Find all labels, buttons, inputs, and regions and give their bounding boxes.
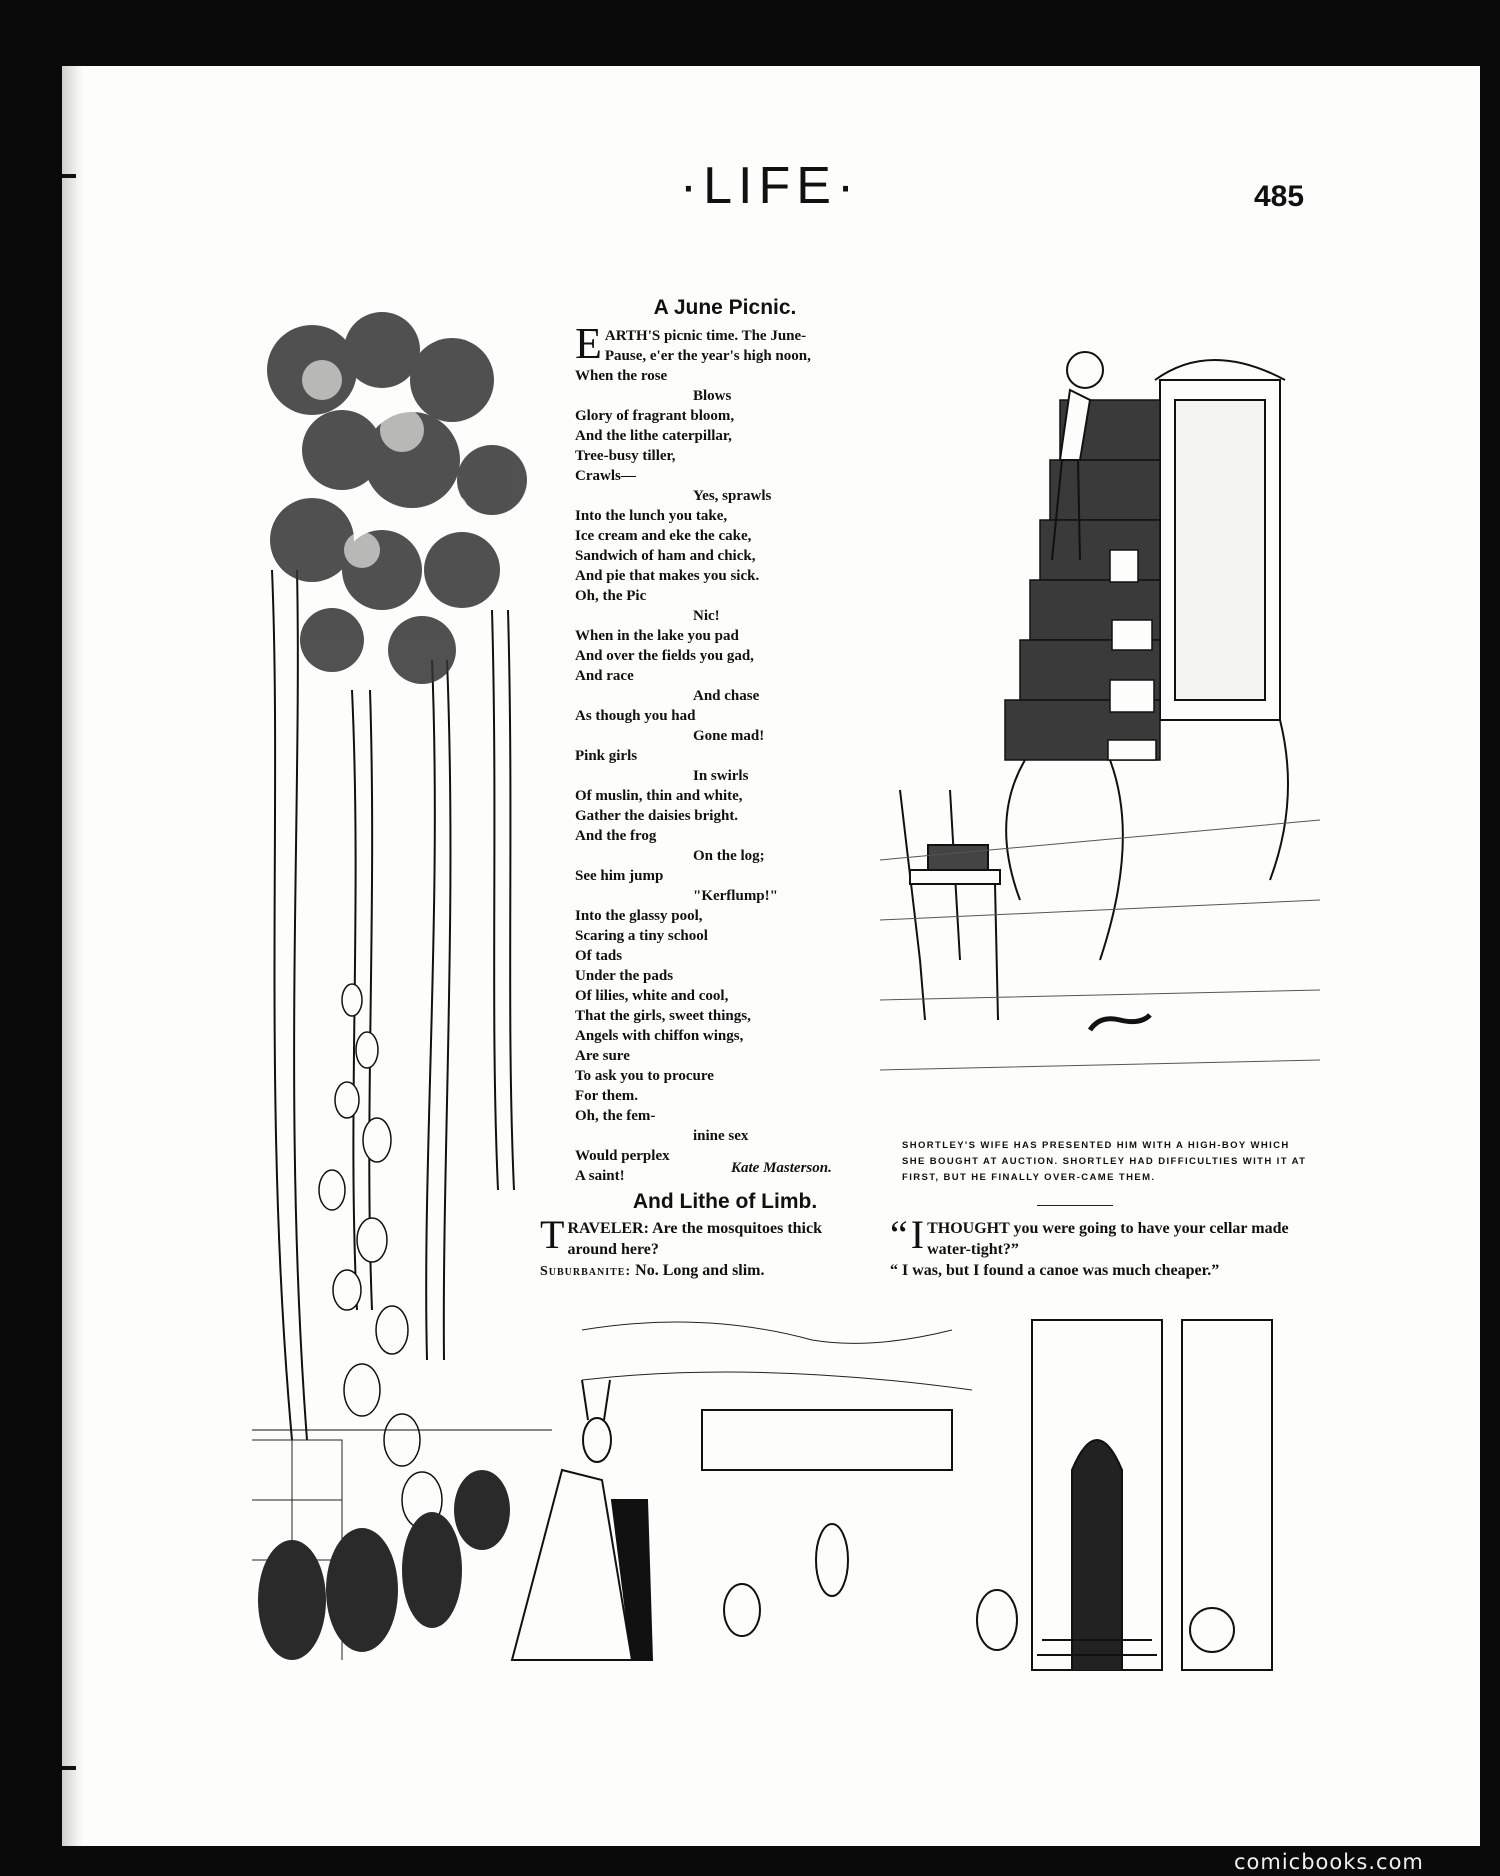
church-entrance: [1032, 1320, 1272, 1670]
poem-line: And over the fields you gad,: [575, 648, 754, 664]
poem-lines: [575, 366, 875, 1186]
watermark: comicbooks.com: [1234, 1850, 1424, 1874]
poem-line: Into the lunch you take,: [575, 508, 728, 524]
traveler-joke: [540, 1212, 870, 1282]
page-binding: [62, 66, 84, 1846]
bride-and-groom: [512, 1380, 652, 1660]
poem-line: Oh, the Pic: [575, 588, 647, 604]
poem-line: And the lithe caterpillar,: [575, 428, 732, 444]
poem-line: Oh, the fem-: [575, 1108, 656, 1124]
poem-line: Under the pads: [575, 968, 674, 984]
poem-line: Gather the daisies bright.: [575, 808, 739, 824]
poem-line: And pie that makes you sick.: [575, 568, 760, 584]
animal-guests: [258, 1470, 510, 1660]
cellar-line2: “ I was, but I found a canoe was much cheaper.”: [890, 1262, 1220, 1279]
poem-line: Nic!: [693, 608, 720, 624]
traveler-speaker: RAVELER:: [567, 1220, 649, 1237]
poem-line: Pink girls: [575, 748, 638, 764]
chair: [900, 790, 1000, 1020]
poem-line: See him jump: [575, 868, 664, 884]
poem-line: To ask you to procure: [575, 1068, 714, 1084]
cellar-dropcap: I: [910, 1212, 925, 1257]
spine-mark: [62, 174, 76, 178]
highboy-cartoon-illustration: [880, 300, 1320, 1100]
poem-line: In swirls: [693, 768, 749, 784]
cellar-open-quote: “: [890, 1212, 908, 1257]
poem-line: Of muslin, thin and white,: [575, 788, 743, 804]
poem-line: When the rose: [575, 368, 668, 384]
poem-author: Kate Masterson.: [731, 1160, 832, 1176]
poem-line: Scaring a tiny school: [575, 928, 708, 944]
poem-title: A June Picnic.: [653, 296, 797, 319]
poem-line: Angels with chiffon wings,: [575, 1028, 744, 1044]
poem-line: Blows: [693, 388, 732, 404]
spine-mark: [62, 1766, 76, 1770]
poem-line: Ice cream and eke the cake,: [575, 528, 752, 544]
poem-body: [575, 319, 875, 1186]
poem-line: Pause, e'er the year's high noon,: [604, 348, 811, 364]
poem-line: And race: [575, 668, 634, 684]
poem-line: As though you had: [575, 708, 696, 724]
page-number: 485: [1254, 180, 1305, 213]
poem-line: Are sure: [575, 1048, 630, 1064]
poem-line: And chase: [693, 688, 760, 704]
suburbanite-speaker: Suburbanite:: [540, 1264, 632, 1279]
suburbanite-line: No. Long and slim.: [635, 1262, 765, 1279]
poem-line: Gone mad!: [693, 728, 765, 744]
poem-line: A saint!: [575, 1168, 625, 1184]
poem-line: ARTH'S picnic time. The June-: [604, 328, 807, 344]
poem-line: Tree-busy tiller,: [575, 448, 676, 464]
poem-line: Would perplex: [575, 1148, 670, 1164]
poem-line: Into the glassy pool,: [575, 908, 703, 924]
poem-line: Yes, sprawls: [693, 488, 772, 504]
poem-line: Of lilies, white and cool,: [575, 988, 729, 1004]
cartoon-caption: SHORTLEY'S WIFE HAS PRESENTED HIM WITH A HIGH-BOY WHICH SHE BOUGHT AT AUCTION. SHORTLEY HAD DIFFICULTIES WITH IT AT FIRST, BUT HE FINALLY OVER-CAME THEM.: [902, 1140, 1307, 1183]
cellar-joke: [890, 1212, 1318, 1281]
cellar-line1: THOUGHT you were going to have your cellar made water-tight?”: [927, 1220, 1289, 1258]
foliage: [267, 312, 527, 684]
poem-dropcap: E: [575, 319, 602, 368]
traveler-dropcap: T: [540, 1212, 565, 1257]
limb-title: And Lithe of Limb.: [632, 1190, 818, 1213]
stone-wall: [702, 1410, 952, 1470]
wedding-procession-illustration: [252, 1300, 1322, 1670]
poem-line: That the girls, sweet things,: [575, 1008, 751, 1024]
poem-line: And the frog: [575, 828, 657, 844]
poem-line: "Kerflump!": [693, 888, 778, 904]
masthead-title: ·LIFE·: [679, 157, 861, 215]
poem-line: inine sex: [693, 1128, 749, 1144]
poem-line: Sandwich of ham and chick,: [575, 548, 756, 564]
divider-rule: [1037, 1205, 1113, 1206]
poem-line: Of tads: [575, 948, 623, 964]
poem-line: For them.: [575, 1088, 639, 1104]
highboy-drawers: [1005, 400, 1160, 760]
poem-line: When in the lake you pad: [575, 628, 739, 644]
poem-line: On the log;: [693, 848, 765, 864]
traveler-line: Are the mosquitoes thick around here?: [567, 1220, 822, 1258]
poem-line: Crawls—: [575, 468, 636, 484]
poem-line: Glory of fragrant bloom,: [575, 408, 735, 424]
